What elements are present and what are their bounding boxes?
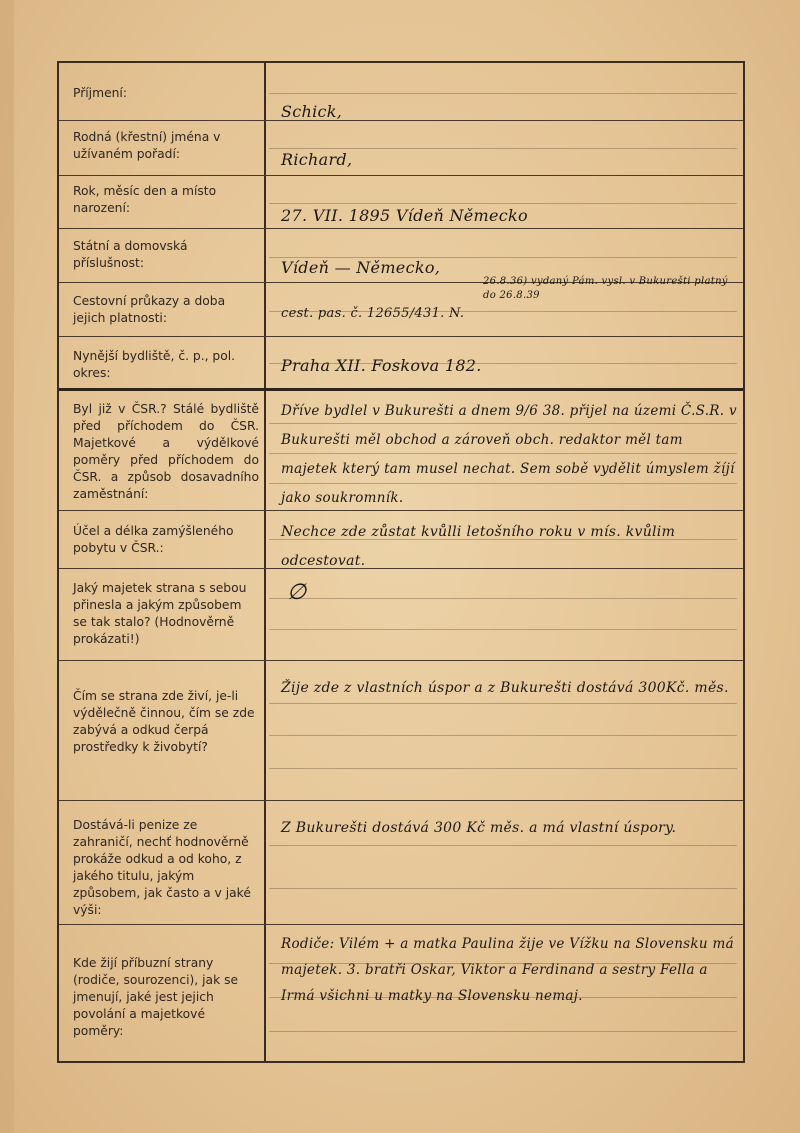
label-property-brought: Jaký majetek strana s sebou přinesla a jakým způsobem se tak stalo? (Hodnověrně prokázati!) [73, 581, 247, 646]
row-separator [59, 800, 743, 801]
value-previous-stay: Dříve bydlel v Bukurešti a dnem 9/6 38. přijel na územi Č.S.R. v Bukurešti měl obchod a zároveň obch. redaktor měl tam majetek který tam musel nechat. Sem sobě vydělit úmyslem žíjí jako soukromník. [281, 403, 737, 506]
label-given-names: Rodná (křestní) jména v užívaném pořadí: [73, 130, 221, 161]
label-relatives: Kde žijí příbuzní strany (rodiče, sourozenci), jak se jmenují, jaké jest jejich povolání a majetkové poměry: [73, 956, 239, 1038]
value-surname: Schick, [281, 102, 343, 121]
label-purpose-of-stay: Účel a délka zamýšleného pobytu v ČSR.: [73, 524, 234, 555]
label-surname: Příjmení: [73, 86, 127, 100]
paper-edge-shadow [0, 0, 14, 1133]
value-citizenship: Vídeň — Německo, [281, 258, 441, 277]
value-birth: 27. VII. 1895 Vídeň Německo [281, 206, 528, 225]
label-birth: Rok, měsíc den a místo narození: [73, 184, 217, 215]
row-separator [59, 924, 743, 925]
value-travel-documents-note: 26.8.36) vydaný Pám. vysl. v Bukurešti platný do 26.8.39 [483, 276, 728, 301]
value-travel-documents: cest. pas. č. 12655/431. N. [281, 306, 465, 321]
label-residence: Nynější bydliště, č. p., pol. okres: [73, 349, 236, 380]
column-divider [264, 63, 266, 1061]
value-given-names: Richard, [281, 150, 353, 169]
section-separator [59, 388, 743, 391]
label-citizenship: Státní a domovská příslušnost: [73, 239, 188, 270]
value-foreign-money: Z Bukurešti dostává 300 Kč měs. a má vlastní úspory. [281, 820, 677, 836]
row-separator [59, 175, 743, 176]
label-foreign-money: Dostává-li penize ze zahraničí, nechť hodnověrně prokáže odkud a od koho, z jakého titulu, jakým způsobem, jak často a v jaké výši: [73, 818, 251, 917]
value-livelihood: Žije zde z vlastních úspor a z Bukurešti dostává 300Kč. měs. [281, 680, 729, 696]
value-purpose-of-stay: Nechce zde zůstat kvůlli letošního roku v mís. kvůlim odcestovat. [281, 524, 676, 569]
row-separator [59, 660, 743, 661]
questionnaire-form [57, 61, 745, 1063]
label-travel-documents: Cestovní průkazy a doba jejich platnosti: [73, 294, 226, 325]
label-previous-stay: Byl již v ČSR.? Stálé bydliště před příchodem do ČSR. Majetkové a výdělkové poměry před příchodem do ČSR. a způsob dosavadního zaměstnání: [73, 402, 259, 501]
value-residence: Praha XII. Foskova 182. [281, 356, 482, 375]
row-separator [59, 336, 743, 337]
value-relatives: Rodiče: Vilém + a matka Paulina žije ve Vížku na Slovensku má majetek. 3. bratři Oskar, Viktor a Ferdinand a sestry Fella a Irmá všichni u matky na Slovensku nemaj. [281, 936, 734, 1004]
label-livelihood: Čím se strana zde živí, je-li výdělečně činnou, čím se zde zabývá a odkud čerpá prostředky k živobytí? [73, 689, 255, 754]
value-property-brought: ∅ [287, 580, 307, 605]
